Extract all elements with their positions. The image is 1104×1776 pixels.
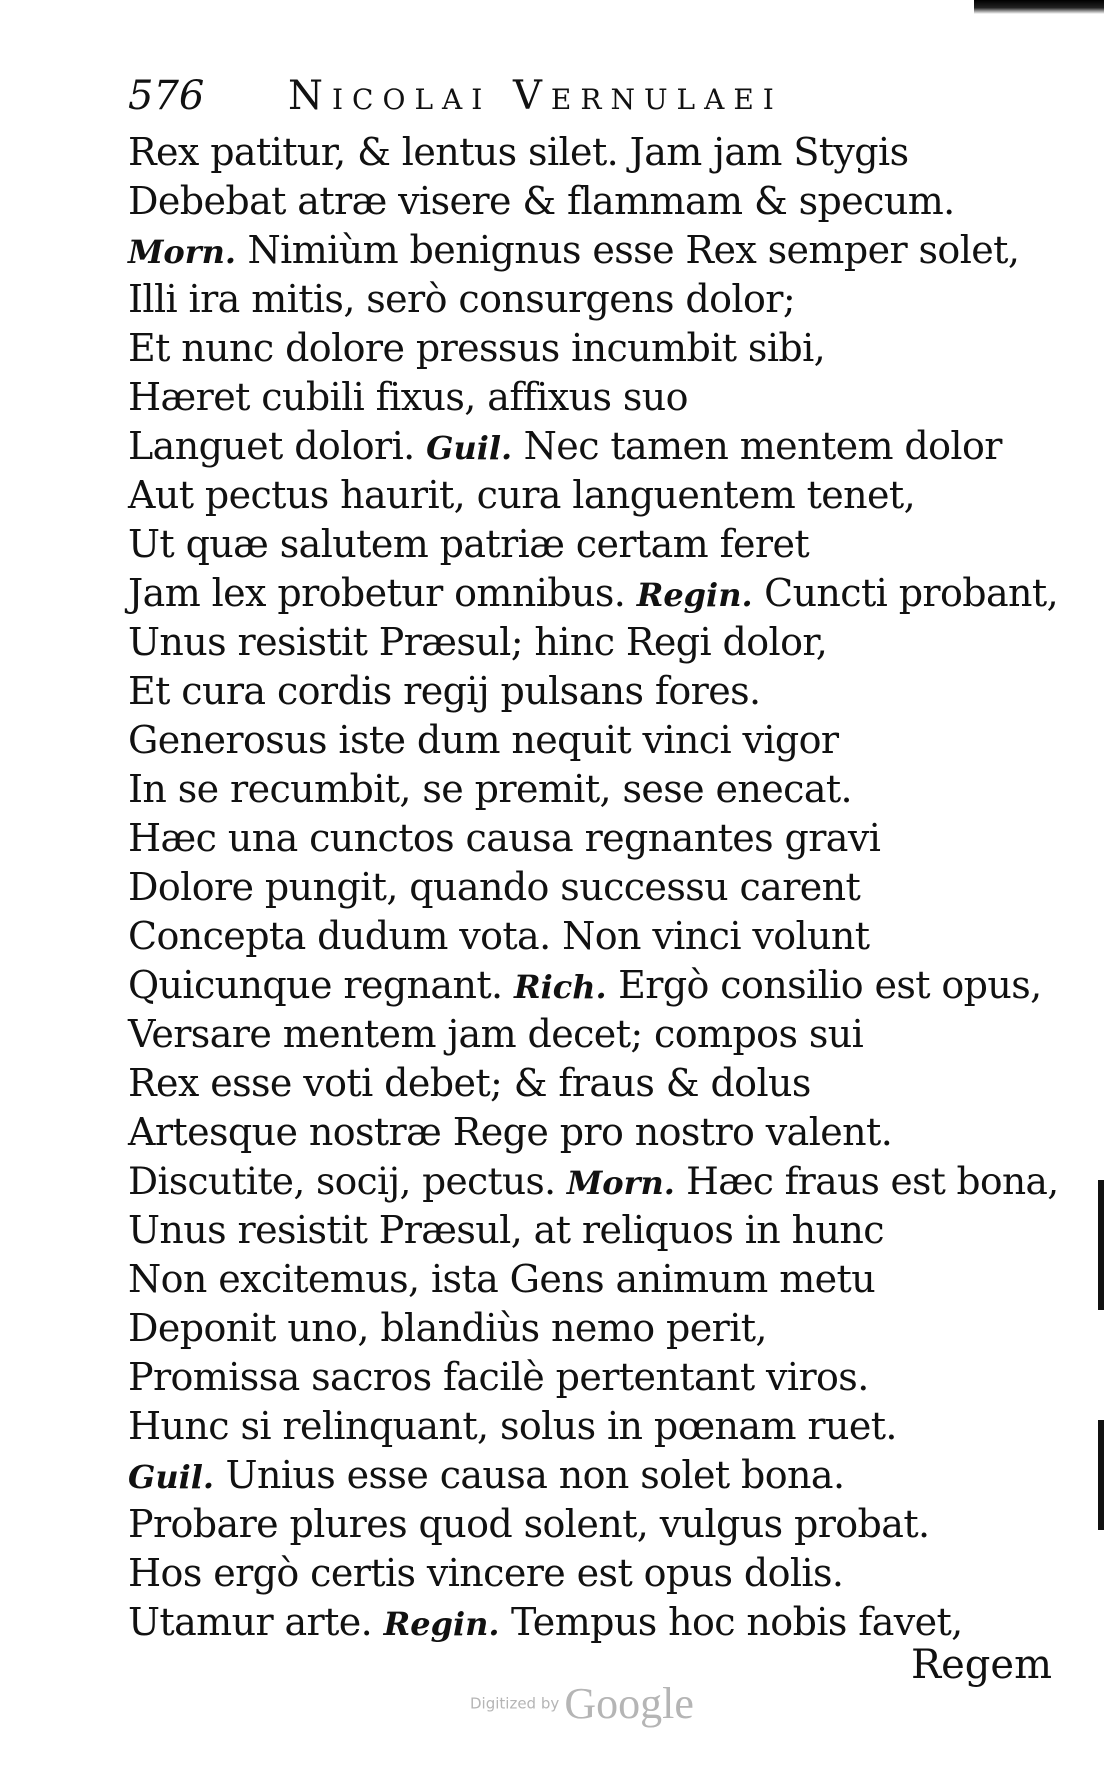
verse-line: [128, 520, 1058, 569]
verse-line: [128, 324, 1058, 373]
verse-line: [128, 1108, 1058, 1157]
verse-text-segment: Debebat atræ visere & flammam & specum.: [128, 179, 955, 223]
ink-smudge: [974, 0, 1104, 14]
page-edge-mark: [1098, 1180, 1104, 1310]
verse-text-segment: Unus resistit Præsul, at reliquos in hunc: [128, 1208, 884, 1252]
speaker-abbreviation: Morn.: [128, 233, 237, 271]
page-header: [128, 70, 928, 122]
verse-text: [128, 128, 1058, 1647]
verse-text-segment: Discutite, socij, pectus.: [128, 1159, 567, 1203]
watermark-prefix: Digitized by: [470, 1694, 560, 1713]
verse-text-segment: Promissa sacros facilè pertentant viros.: [128, 1355, 869, 1399]
verse-text-segment: Utamur arte.: [128, 1600, 384, 1644]
verse-line: [128, 422, 1058, 471]
verse-text-segment: Et cura cordis regij pulsans fores.: [128, 669, 761, 713]
verse-text-segment: Jam lex probetur omnibus.: [128, 571, 637, 615]
verse-line: [128, 961, 1058, 1010]
verse-line: [128, 667, 1058, 716]
verse-line: [128, 1402, 1058, 1451]
verse-text-segment: Unius esse causa non solet bona.: [214, 1453, 845, 1497]
verse-line: [128, 618, 1058, 667]
page-number: 576: [128, 73, 205, 119]
verse-text-segment: Nec tamen mentem dolor: [512, 424, 1002, 468]
verse-text-segment: Ergò consilio est opus,: [606, 963, 1042, 1007]
verse-text-segment: Concepta dudum vota. Non vinci volunt: [128, 914, 870, 958]
verse-text-segment: Rex esse voti debet; & fraus & dolus: [128, 1061, 811, 1105]
verse-line: [128, 1059, 1058, 1108]
verse-text-segment: Et nunc dolore pressus incumbit sibi,: [128, 326, 826, 370]
verse-line: [128, 1255, 1058, 1304]
verse-text-segment: Quicunque regnant.: [128, 963, 514, 1007]
catchword: Regem: [911, 1642, 1052, 1688]
verse-line: [128, 1206, 1058, 1255]
verse-line: [128, 1157, 1058, 1206]
verse-text-segment: Hæret cubili fixus, affixus suo: [128, 375, 688, 419]
verse-text-segment: Probare plures quod solent, vulgus probat.: [128, 1502, 930, 1546]
google-logo: Google: [564, 1679, 694, 1728]
verse-text-segment: Nimiùm benignus esse Rex semper solet,: [236, 228, 1020, 272]
verse-text-segment: Artesque nostræ Rege pro nostro valent.: [128, 1110, 893, 1154]
verse-text-segment: Hunc si relinquant, solus in pœnam ruet.: [128, 1404, 897, 1448]
verse-text-segment: Dolore pungit, quando successu carent: [128, 865, 861, 909]
verse-line: [128, 1500, 1058, 1549]
speaker-abbreviation: Rich.: [514, 968, 607, 1006]
digitization-watermark: [470, 1678, 694, 1738]
page-edge-mark: [1098, 1420, 1104, 1530]
verse-text-segment: Hæc una cunctos causa regnantes gravi: [128, 816, 881, 860]
verse-text-segment: Rex patitur, & lentus silet. Jam jam Stygis: [128, 130, 909, 174]
verse-text-segment: Generosus iste dum nequit vinci vigor: [128, 718, 839, 762]
verse-text-segment: Languet dolori.: [128, 424, 427, 468]
verse-line: [128, 765, 1058, 814]
verse-text-segment: Hos ergò certis vincere est opus dolis.: [128, 1551, 844, 1595]
verse-text-segment: Unus resistit Præsul; hinc Regi dolor,: [128, 620, 828, 664]
speaker-abbreviation: Guil.: [426, 429, 513, 467]
verse-text-segment: Deponit uno, blandiùs nemo perit,: [128, 1306, 767, 1350]
verse-line: [128, 1304, 1058, 1353]
speaker-abbreviation: Morn.: [566, 1164, 675, 1202]
verse-line: [128, 471, 1058, 520]
verse-text-segment: Tempus hoc nobis favet,: [499, 1600, 963, 1644]
speaker-abbreviation: Guil.: [128, 1458, 215, 1496]
verse-text-segment: Hæc fraus est bona,: [674, 1159, 1059, 1203]
verse-line: [128, 912, 1058, 961]
verse-line: [128, 373, 1058, 422]
verse-line: [128, 1353, 1058, 1402]
verse-line: [128, 1549, 1058, 1598]
running-head: Nicolai Vernulaei: [288, 73, 783, 119]
verse-text-segment: Versare mentem jam decet; compos sui: [128, 1012, 864, 1056]
verse-line: [128, 863, 1058, 912]
verse-text-segment: Illi ira mitis, serò consurgens dolor;: [128, 277, 796, 321]
verse-line: [128, 1010, 1058, 1059]
speaker-abbreviation: Regin.: [636, 576, 753, 614]
speaker-abbreviation: Regin.: [383, 1605, 500, 1643]
verse-line: [128, 177, 1058, 226]
verse-line: [128, 128, 1058, 177]
verse-line: [128, 275, 1058, 324]
verse-line: [128, 1451, 1058, 1500]
verse-text-segment: In se recumbit, se premit, sese enecat.: [128, 767, 853, 811]
verse-line: [128, 226, 1058, 275]
verse-text-segment: Aut pectus haurit, cura languentem tenet,: [128, 473, 916, 517]
verse-line: [128, 716, 1058, 765]
verse-text-segment: Cuncti probant,: [752, 571, 1059, 615]
verse-line: [128, 814, 1058, 863]
verse-text-segment: Non excitemus, ista Gens animum metu: [128, 1257, 876, 1301]
verse-line: [128, 569, 1058, 618]
verse-text-segment: Ut quæ salutem patriæ certam feret: [128, 522, 810, 566]
